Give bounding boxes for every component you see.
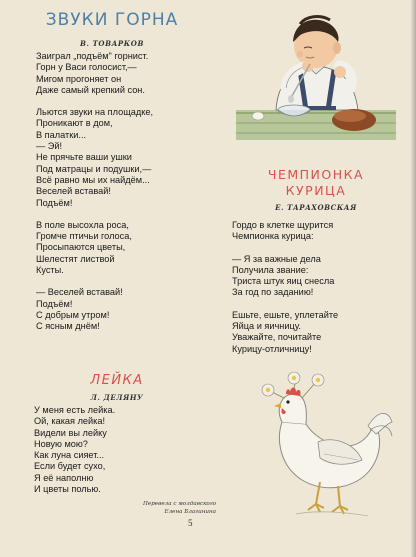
poem-line: — Я за важные дела (232, 253, 321, 264)
translator-credit (86, 500, 216, 516)
poem-line: Если будет сухо, (34, 461, 106, 472)
poem-line: Курицу-отличницу! (232, 343, 312, 354)
poem-line: Мигом прогоняет он (36, 73, 122, 84)
poem-line: Под матрацы и подушки,— (36, 163, 152, 174)
poem-line: — Веселей вставай! (36, 287, 123, 298)
poem-line: Заиграл „подъём" горнист. (36, 51, 149, 61)
translator-name: Елена Благинина (164, 509, 216, 515)
poem-line: — Эй! (36, 141, 63, 152)
poem-line: Подъём! (36, 197, 73, 208)
poem-title-line: КУРИЦА (285, 183, 347, 198)
poem-line: Гордо в клетке щурится (232, 220, 334, 230)
poem-author-lake: Л. ДЕЛЯНУ (90, 393, 144, 402)
poem-line: С ясным днём! (36, 321, 100, 332)
poem-line: Как луна сияет... (34, 450, 105, 461)
poem-line: Даже самый крепкий сон. (36, 84, 145, 95)
poem-line: Кусты. (36, 265, 64, 276)
poem-line: Я её наполню (34, 472, 94, 483)
poem-line: В поле высохла роса, (36, 219, 129, 230)
poem-title-horn: ЗВУКИ ГОРНА (45, 10, 179, 30)
poem-line: Шелестят листвой (36, 253, 115, 264)
poem-body-lake (34, 405, 115, 495)
poem-line: Подъём! (36, 298, 73, 309)
poem-line: Получила звание: (232, 264, 309, 275)
poem-line: Льются звуки на площадке, (36, 107, 154, 118)
poem-body-hen (232, 220, 338, 355)
poem-author-horn: В. ТОВАРКОВ (80, 39, 144, 48)
poem-line: За год по заданию! (232, 287, 314, 298)
poem-line: Ешьте, ешьте, уплетайте (232, 309, 339, 320)
hen-illustration (236, 370, 396, 520)
poem-line: Чемпионка курица: (232, 231, 314, 242)
poem-line: Веселей вставай! (36, 186, 111, 197)
poem-author-hen: Е. ТАРАХОВСКАЯ (275, 203, 357, 212)
poem-line: Всё равно мы их найдём... (36, 174, 150, 185)
poem-line: Ой, какая лейка! (34, 416, 106, 427)
poem-title-line: ЧЕМПИОНКА (267, 167, 365, 182)
poem-line: Триста штук яиц снесла (232, 276, 335, 287)
poem-line: Новую мою? (34, 438, 88, 449)
poem-line: Горн у Васи голосист,— (36, 62, 137, 73)
poem-line: Уважайте, почитайте (232, 332, 322, 343)
poem-line: И цветы полью. (34, 484, 101, 495)
boy-with-bowl-illustration (236, 10, 396, 150)
poem-body-horn (36, 51, 153, 333)
poem-line: Яйца и яичницу. (232, 321, 301, 332)
poem-line: С добрым утром! (36, 309, 110, 320)
poem-line: Не прячьте ваши ушки (36, 152, 132, 163)
poem-title-lake: ЛЕЙКА (90, 373, 144, 388)
poem-line: У меня есть лейка. (34, 405, 116, 415)
translator-line: Перевела с молдавского (143, 501, 216, 507)
poem-line: Видели вы лейку (34, 427, 107, 438)
poem-title-hen (236, 167, 396, 199)
poem-line: Проникают в дом, (36, 118, 113, 129)
poem-line: В палатки... (36, 129, 87, 140)
poem-line: Громче птичьи голоса, (36, 231, 132, 242)
poem-line: Просыпаются цветы, (36, 242, 126, 253)
page-number: 5 (188, 518, 193, 528)
